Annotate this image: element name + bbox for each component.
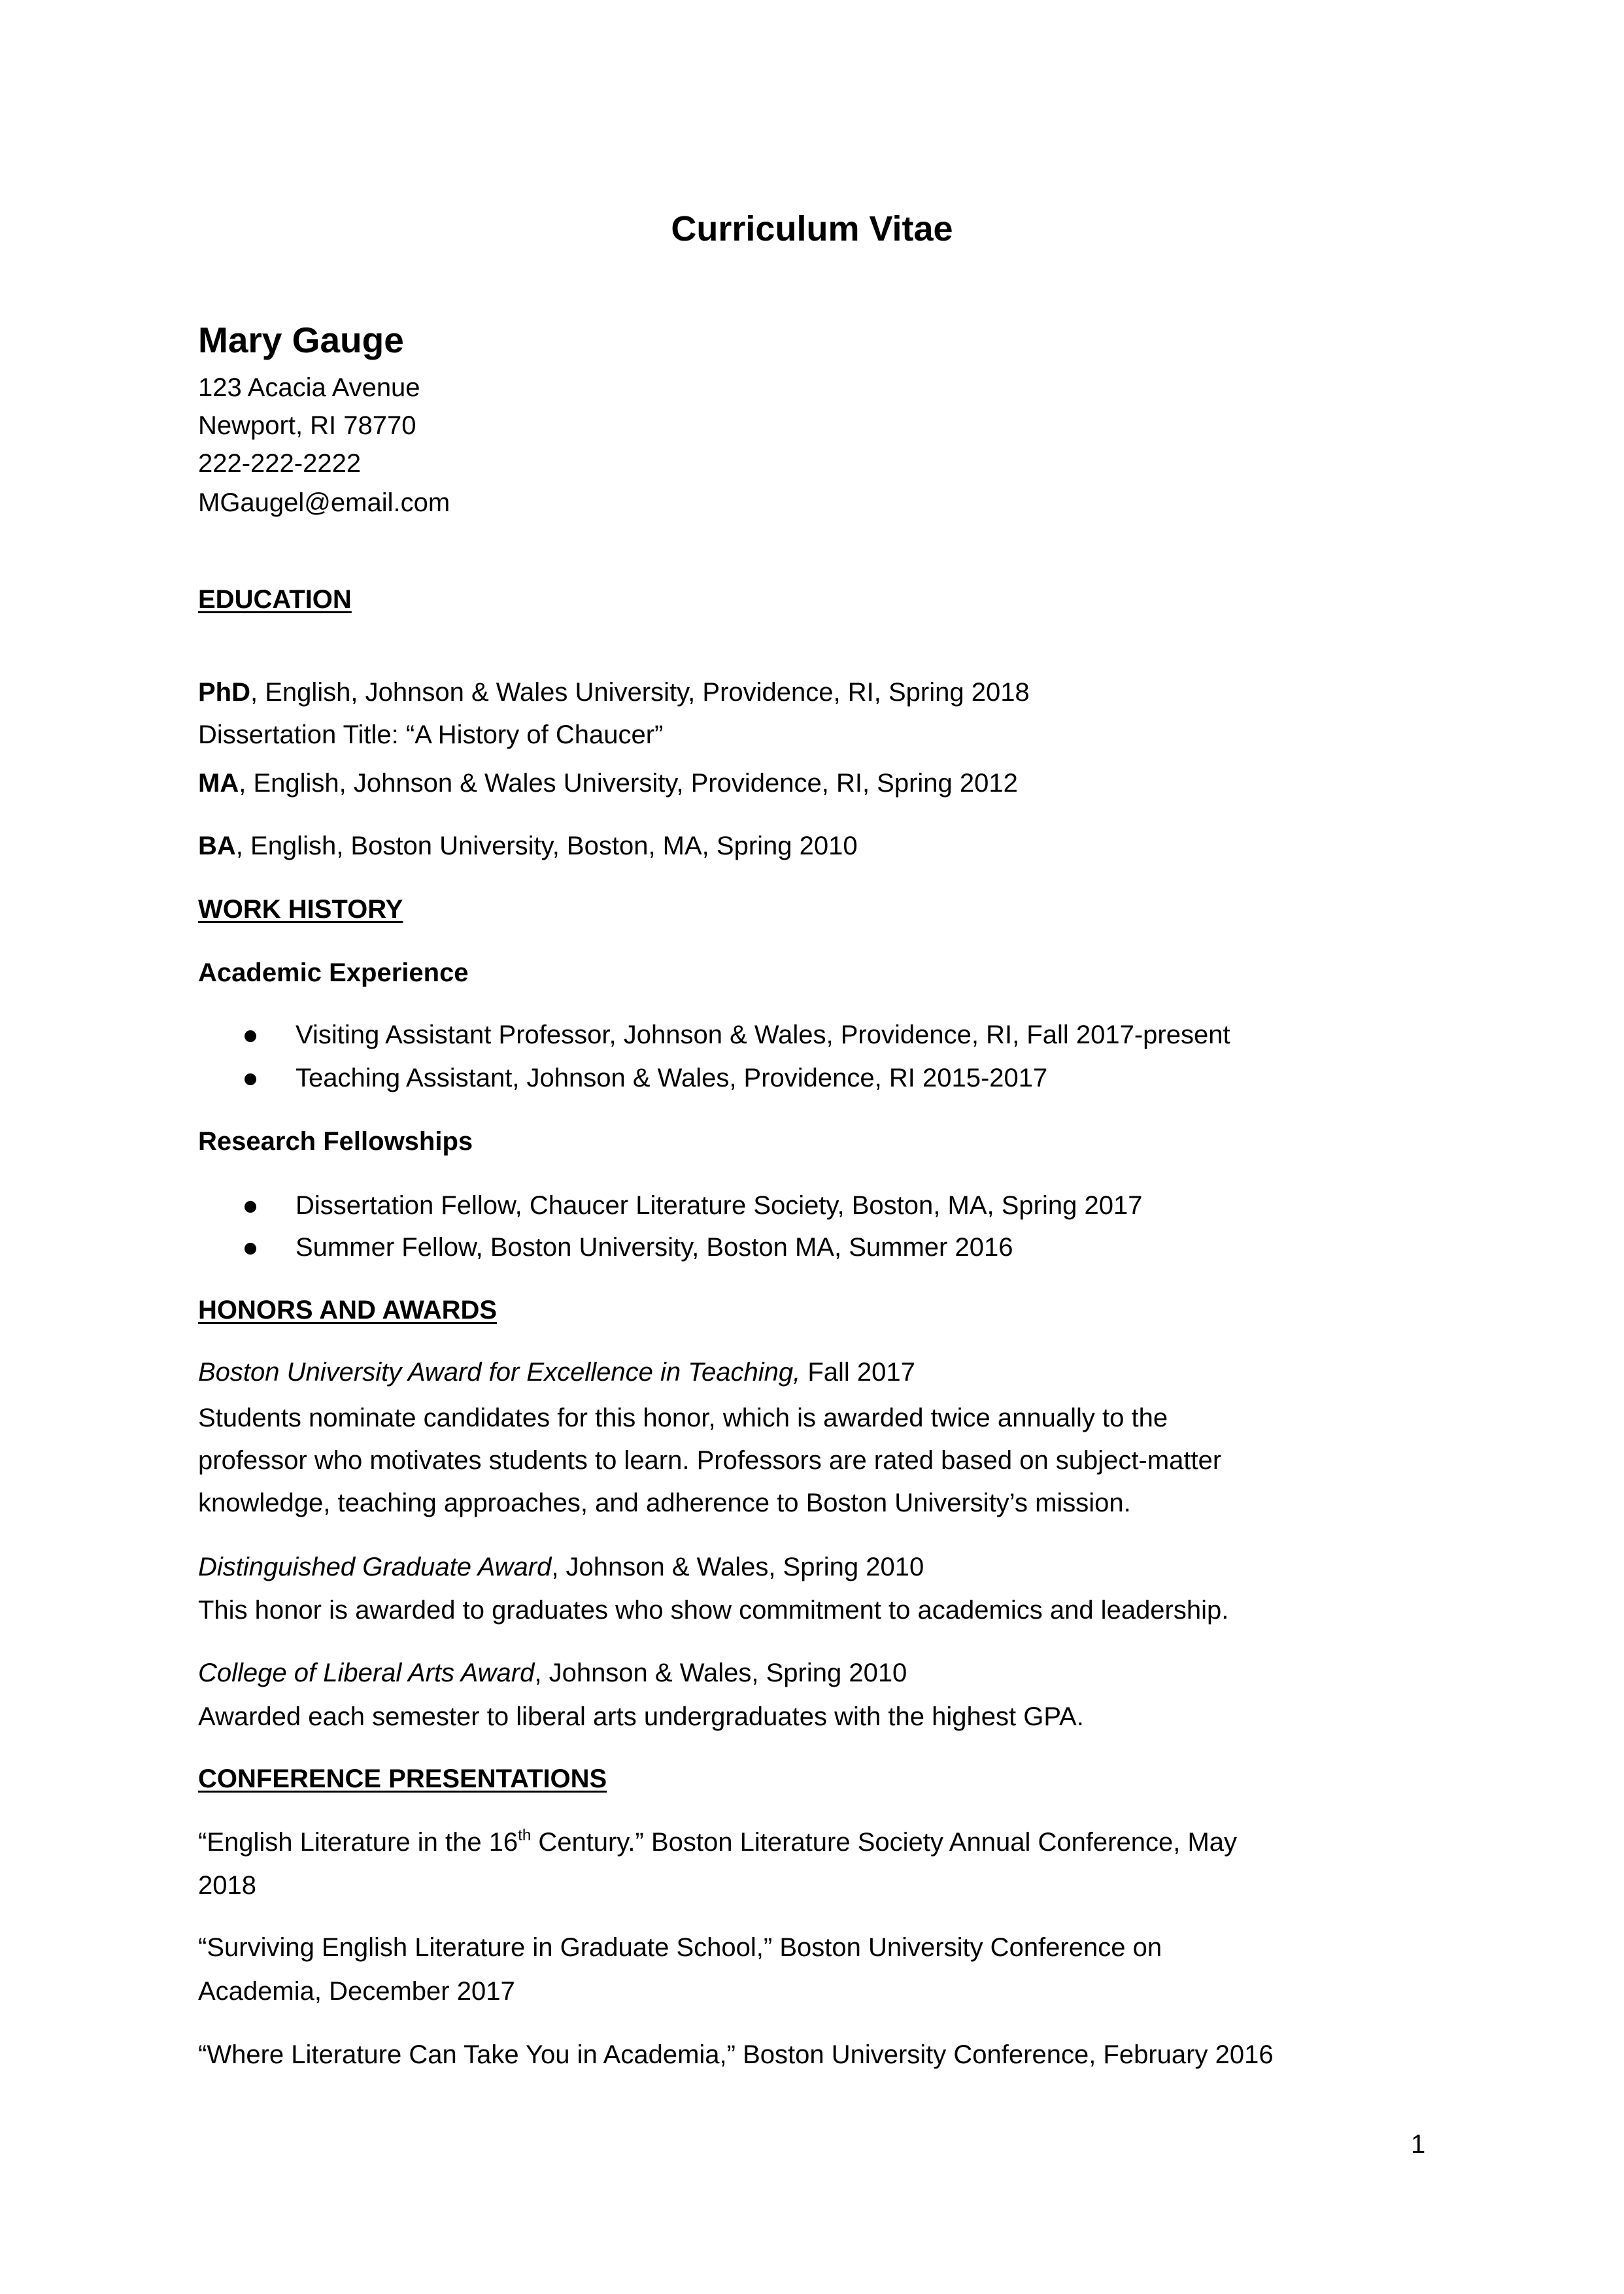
academic-experience-subheading: Academic Experience: [198, 958, 469, 987]
bullet-icon: [245, 1243, 256, 1255]
education-heading: EDUCATION: [198, 585, 352, 614]
bullet-icon: [245, 1030, 256, 1042]
list-item: Teaching Assistant, Johnson & Wales, Providence, RI 2015-2017: [296, 1064, 1048, 1092]
ordinal-suffix: th: [518, 1827, 532, 1844]
education-entry-ba: [198, 833, 858, 859]
presentation-text: Century.” Boston Literature Society Annual Conference, May: [531, 1828, 1238, 1857]
honors-heading: HONORS AND AWARDS: [198, 1296, 498, 1324]
degree-label: PhD: [198, 678, 250, 707]
award-description-line: This honor is awarded to graduates who show commitment to academics and leadership.: [198, 1596, 1229, 1625]
degree-details: , English, Johnson & Wales University, Providence, RI, Spring 2018: [250, 678, 1030, 707]
award-title: [198, 1554, 924, 1580]
award-description-line: Students nominate candidates for this honor, which is awarded twice annually to the: [198, 1404, 1168, 1432]
list-item: Summer Fellow, Boston University, Boston MA, Summer 2016: [296, 1233, 1013, 1262]
presentation-line: “Surviving English Literature in Graduate School,” Boston University Conference on: [198, 1933, 1162, 1962]
address-line-1: 123 Acacia Avenue: [198, 373, 420, 402]
research-fellowships-subheading: Research Fellowships: [198, 1127, 473, 1156]
document-title: Curriculum Vitae: [671, 209, 953, 248]
degree-details: , English, Johnson & Wales University, Providence, RI, Spring 2012: [239, 769, 1018, 798]
presentation-line: “Where Literature Can Take You in Academia,” Boston University Conference, February 2016: [198, 2040, 1274, 2069]
phone-number: 222-222-2222: [198, 449, 362, 478]
award-name: Distinguished Graduate Award: [198, 1553, 552, 1581]
award-title: [198, 1660, 907, 1686]
bullet-icon: [245, 1201, 256, 1213]
degree-label: MA: [198, 769, 239, 798]
award-description-line: Awarded each semester to liberal arts undergraduates with the highest GPA.: [198, 1702, 1084, 1731]
list-item: Dissertation Fellow, Chaucer Literature Society, Boston, MA, Spring 2017: [296, 1191, 1143, 1220]
bullet-icon: [245, 1073, 256, 1085]
award-details: , Johnson & Wales, Spring 2010: [551, 1553, 924, 1581]
award-details: , Johnson & Wales, Spring 2010: [534, 1659, 907, 1687]
work-history-heading: WORK HISTORY: [198, 895, 403, 924]
award-name: College of Liberal Arts Award: [198, 1659, 535, 1687]
degree-details: , English, Boston University, Boston, MA, Spring 2010: [235, 832, 858, 860]
presentation-line: [198, 1829, 1237, 1855]
address-line-2: Newport, RI 78770: [198, 411, 416, 440]
award-description-line: professor who motivates students to learn. Professors are rated based on subject-matter: [198, 1446, 1222, 1475]
conferences-heading: CONFERENCE PRESENTATIONS: [198, 1764, 607, 1793]
presentation-text: “English Literature in the 16: [198, 1828, 518, 1857]
applicant-name: Mary Gauge: [198, 320, 404, 360]
award-name: Boston University Award for Excellence in Teaching,: [198, 1358, 801, 1387]
award-description-line: knowledge, teaching approaches, and adherence to Boston University’s mission.: [198, 1489, 1131, 1517]
award-title: [198, 1359, 915, 1385]
email-address: MGaugel@email.com: [198, 488, 450, 517]
degree-label: BA: [198, 832, 236, 860]
dissertation-title: Dissertation Title: “A History of Chaucer”: [198, 720, 664, 749]
presentation-line: Academia, December 2017: [198, 1977, 515, 2006]
list-item: Visiting Assistant Professor, Johnson & Wales, Providence, RI, Fall 2017-present: [296, 1020, 1230, 1049]
presentation-line: 2018: [198, 1871, 256, 1900]
education-entry-phd: [198, 679, 1030, 705]
page-number: 1: [1411, 2130, 1426, 2159]
award-details: Fall 2017: [800, 1358, 915, 1387]
education-entry-ma: [198, 770, 1018, 796]
